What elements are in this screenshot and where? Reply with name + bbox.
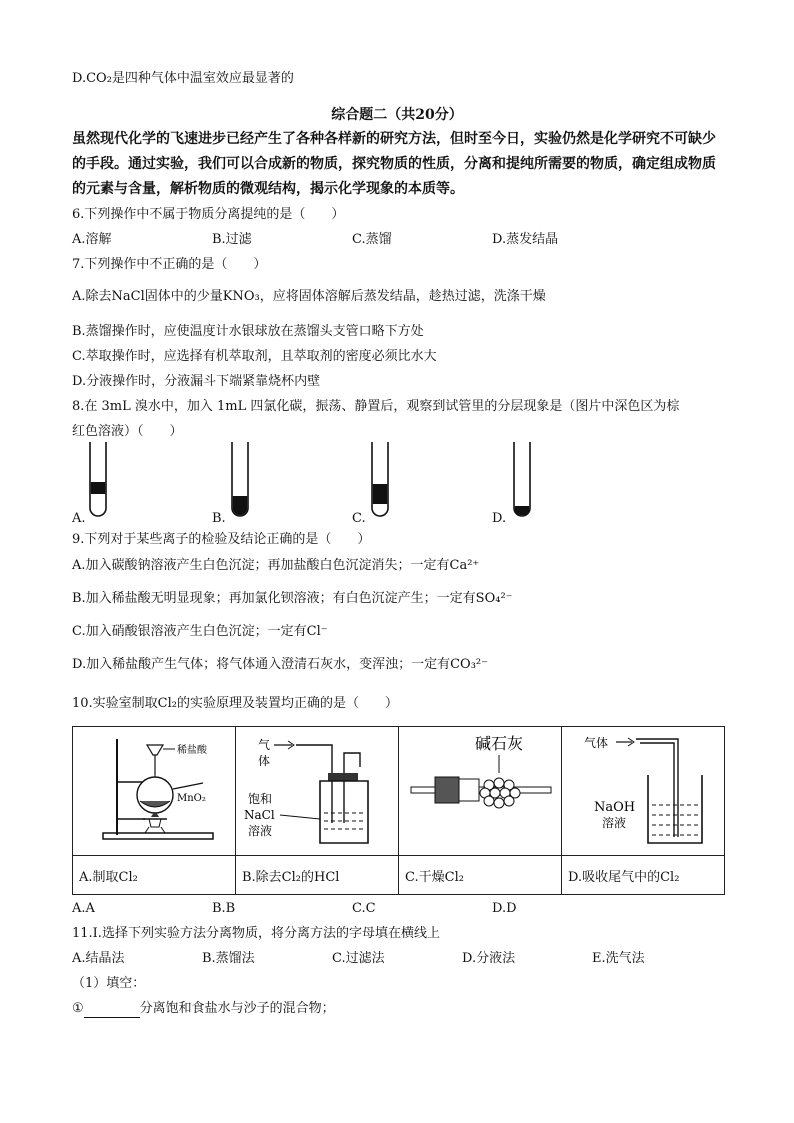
fig-b-solution-label-1: 饱和 [248,792,273,806]
q11-option-e[interactable]: E.洗气法 [592,951,645,966]
q6-option-b[interactable]: B.过滤 [212,232,252,247]
caption-b: B.除去Cl₂的HCl [236,856,399,895]
q7-option-b[interactable]: B.蒸馏操作时，应使温度计水银球放在蒸馏头支管口略下方处 [72,324,424,339]
q11-option-c[interactable]: C.过滤法 [332,951,385,966]
q10-answer-c[interactable]: C.C [352,901,376,916]
fig-b-gas-label-2: 体 [258,754,271,768]
q11-item-1-marker: ① [72,1001,84,1016]
q11-option-d[interactable]: D.分液法 [462,951,516,966]
fig-b-solution-label-3: 溶液 [248,824,273,838]
answer-blank[interactable] [84,1005,140,1018]
q7-stem: 7.下列操作中不正确的是（ ） [72,257,267,272]
q10-answer-d[interactable]: D.D [492,901,517,916]
q11-options [72,950,722,968]
q11-stem: 11.Ⅰ.选择下列实验方法分离物质，将分离方法的字母填在横线上 [72,926,440,941]
q8-label-b: B. [212,511,226,526]
caption-d: D.吸收尾气中的Cl₂ [562,856,725,895]
q11-item-1 [72,1000,335,1018]
q8-stem-line1: 8.在 3mL 溴水中，加入 1mL 四氯化碳，振荡、静置后，观察到试管里的分层现象是（图片中深色区为棕 [72,399,680,414]
q9-option-c[interactable]: C.加入硝酸银溶液产生白色沉淀；一定有Cl⁻ [72,624,328,639]
q8-stem-line2: 红色溶液）（ ） [72,424,183,439]
q9-stem: 9.下列对于某些离子的检验及结论正确的是（ ） [72,532,371,547]
test-tube-a-icon [82,440,142,522]
fig-d-solution-label-2: 溶液 [602,816,627,830]
q9-option-b[interactable]: B.加入稀盐酸无明显现象；再加氯化钡溶液；有白色沉淀产生；一定有SO₄²⁻ [72,591,513,606]
apparatus-d-cell [562,727,725,856]
apparatus-a-cell [73,727,236,856]
beaker-absorption-icon [562,727,724,851]
fig-d-gas-label: 气体 [584,736,609,750]
test-tube-b-icon [224,440,284,522]
fig-d-solution-label-1: NaOH [594,800,636,815]
q10-apparatus-table [72,726,725,895]
q8-tube-a[interactable] [72,440,132,530]
q5-option-d: D.CO₂是四种气体中温室效应最显著的 [72,71,294,86]
q11-item-1-text: 分离饱和食盐水与沙子的混合物； [139,1001,335,1016]
q8-label-c: C. [352,511,366,526]
q8-test-tubes [72,440,672,530]
fig-a-acid-label: 稀盐酸 [177,745,207,756]
q10-answer-a[interactable]: A.A [72,901,95,916]
q10-answers [72,900,722,918]
q8-tube-d[interactable] [492,440,562,530]
q11-option-a[interactable]: A.结晶法 [72,951,125,966]
q8-tube-b[interactable] [212,440,272,530]
flask-heating-apparatus-icon [73,727,235,851]
q9-option-a[interactable]: A.加入碳酸钠溶液产生白色沉淀；再加盐酸白色沉淀消失；一定有Ca²⁺ [72,558,480,573]
fig-a-reagent-label: MnO₂ [177,793,206,804]
q6-option-a[interactable]: A.溶解 [72,232,112,247]
q9-option-d[interactable]: D.加入稀盐酸产生气体；将气体通入澄清石灰水，变浑浊；一定有CO₃²⁻ [72,657,488,672]
section-title: 综合题二（共20分） [331,107,463,123]
q10-answer-b[interactable]: B.B [212,901,236,916]
apparatus-c-cell [399,727,562,856]
test-tube-d-icon [506,440,566,522]
section-intro: 虽然现代化学的飞速进步已经产生了各种各样新的研究方法，但时至今日，实验仍然是化学研究不可缺少的手段。通过实验，我们可以合成新的物质，探究物质的性质，分离和提纯所需要的物质，确定组成物质的元素与含量，解析物质的微观结构，揭示化学现象的本质等。 [72,131,716,197]
q8-tube-c[interactable] [352,440,412,530]
q7-option-c[interactable]: C.萃取操作时，应选择有机萃取剂，且萃取剂的密度必须比水大 [72,349,437,364]
q7-option-d[interactable]: D.分液操作时，分液漏斗下端紧靠烧杯内壁 [72,374,321,389]
q8-label-d: D. [492,511,507,526]
q7-option-a[interactable]: A.除去NaCl固体中的少量KNO₃，应将固体溶解后蒸发结晶，趁热过滤，洗涤干燥 [72,289,546,304]
q6-option-d[interactable]: D.蒸发结晶 [492,232,559,247]
q6-options [72,231,722,249]
test-tube-c-icon [364,440,424,522]
apparatus-b-cell [236,727,399,856]
q6-stem: 6.下列操作中不属于物质分离提纯的是（ ） [72,207,345,222]
q11-subheading: （1）填空： [72,976,146,991]
q11-option-b[interactable]: B.蒸馏法 [202,951,255,966]
q6-option-c[interactable]: C.蒸馏 [352,232,392,247]
caption-a: A.制取Cl₂ [73,856,236,895]
q8-label-a: A. [72,511,86,526]
q10-stem: 10.实验室制取Cl₂的实验原理及装置均正确的是（ ） [72,696,398,711]
fig-c-label: 碱石灰 [475,734,524,753]
fig-b-gas-label-1: 气 [258,738,271,752]
gas-washing-bottle-icon [236,727,398,851]
drying-tube-icon [399,727,561,851]
caption-c: C.干燥Cl₂ [399,856,562,895]
fig-b-solution-label-2: NaCl [244,808,275,822]
